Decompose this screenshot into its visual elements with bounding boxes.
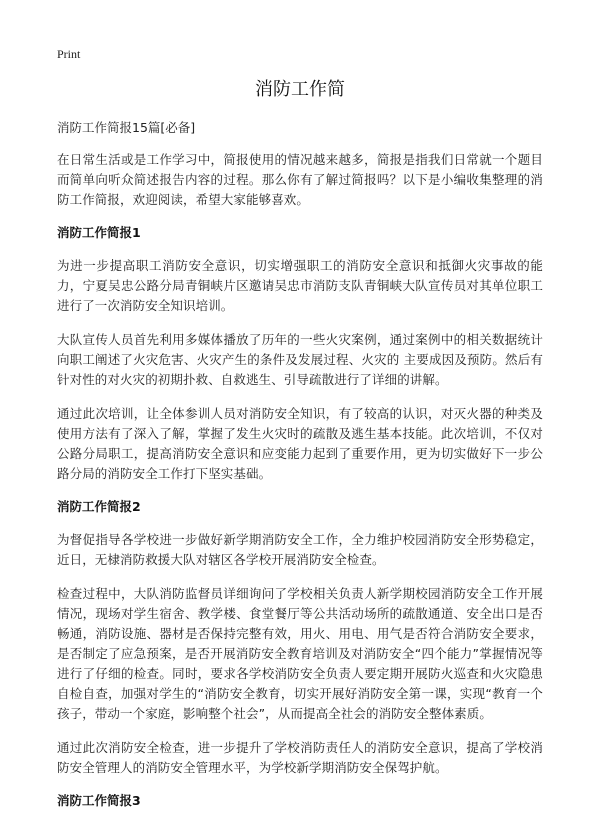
intro-paragraph: 在日常生活或是工作学习中，简报使用的情况越来越多，简报是指我们日常就一个题目而简单向听众简述报告内容的过程。那么你有了解过简报吗？以下是小编收集整理的消防工作简报，欢迎阅读，希望大家能够喜欢。 bbox=[57, 152, 543, 207]
section-2-paragraph-1: 为督促指导各学校进一步做好新学期消防安全工作，全力维护校园消防安全形势稳定，近日，无棣消防救援大队对辖区各学校开展消防安全检查。 bbox=[57, 532, 543, 567]
document-subtitle: 消防工作简报15篇[必备] bbox=[57, 120, 196, 135]
section-1-paragraph-2: 大队宣传人员首先利用多媒体播放了历年的一些火灾案例，通过案例中的相关数据统计向职工阐述了火灾危害、火灾产生的条件及发展过程、火灾的 主要成因及预防。然后有针对性的对火灾的初期扑救、自救逃生、引导疏散进行了详细的讲解。 bbox=[57, 332, 543, 387]
section-heading-2: 消防工作简报2 bbox=[57, 499, 141, 514]
section-heading-1: 消防工作简报1 bbox=[57, 225, 141, 240]
section-2-paragraph-2: 检查过程中，大队消防监督员详细询问了学校相关负责人新学期校园消防安全工作开展情况，现场对学生宿舍、教学楼、食堂餐厅等公共活动场所的疏散通道、安全出口是否畅通，消防设施、器材是否保持完整有效，用火、用电、用气是否符合消防安全要求，是否制定了应急预案，是否开展消防安全教育培训及对消防安全“四个能力”掌握情况等进行了仔细的检查。同时，要求各学校消防安全负责人要定期开展防火巡查和火灾隐患自检自查，加强对学生的“消防安全教育，切实开展好消防安全第一课，实现“教育一个孩子，带动一个家庭，影响整个社会”，从而提高全社会的消防安全整体素质。 bbox=[57, 586, 543, 721]
section-heading-3: 消防工作简报3 bbox=[57, 793, 141, 808]
section-2-paragraph-3: 通过此次消防安全检查，进一步提升了学校消防责任人的消防安全意识，提高了学校消防安全管理人的消防安全管理水平，为学校新学期消防安全保驾护航。 bbox=[57, 740, 543, 775]
document-body bbox=[57, 150, 543, 824]
document-title: 消防工作简 bbox=[255, 79, 345, 100]
section-1-paragraph-1: 为进一步提高职工消防安全意识，切实增强职工的消防安全意识和抵御火灾事故的能力，宁夏吴忠公路分局青铜峡片区邀请吴忠市消防支队青铜峡大队宣传员对其单位职工进行了一次消防安全知识培训。 bbox=[57, 258, 543, 313]
print-label: Print bbox=[57, 47, 81, 61]
section-1-paragraph-3: 通过此次培训，让全体参训人员对消防安全知识，有了较高的认识，对灭火器的种类及使用方法有了深入了解，掌握了发生火灾时的疏散及逃生基本技能。此次培训，不仅对公路分局职工，提高消防安全意识和应变能力起到了重要作用，更为切实做好下一步公路分局的消防安全工作打下坚实基础。 bbox=[57, 406, 543, 481]
